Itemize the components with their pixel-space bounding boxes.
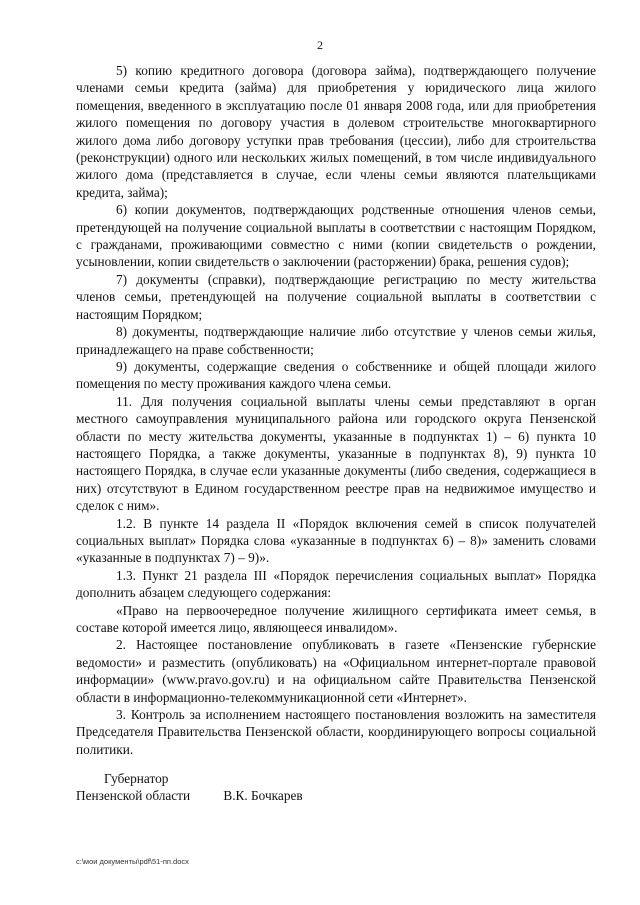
signature-title: Губернатор xyxy=(104,771,169,786)
paragraph-clause-1-3: 1.3. Пункт 21 раздела III «Порядок перечисления социальных выплат» Порядка дополнить абзацем следующего содержания: xyxy=(76,567,596,601)
paragraph-item-6: 6) копии документов, подтверждающих родственные отношения членов семьи, претендующей на получение социальной выплаты в соответствии с настоящим Порядком, с гражданами, проживающими совместно с ними (копии свидетельств о рождении, усыновлении, копии свидетельств о заключении (расторжении) брака, решения судов); xyxy=(76,202,596,270)
page-number: 2 xyxy=(317,38,323,52)
paragraph-clause-2: 2. Настоящее постановление опубликовать в газете «Пензенские губернские ведомости» и разместить (опубликовать) на «Официальном интернет-портале правовой информации» (www.pravo.gov.ru) и на официальном сайте Правительства Пензенской области в информационно-телекоммуникационной сети «Интернет». xyxy=(76,637,596,705)
signature-org: Пензенской области xyxy=(76,788,191,804)
paragraph-clause-3: 3. Контроль за исполнением настоящего постановления возложить на заместителя Председателя Правительства Пензенской области, координирующего вопросы социальной политики. xyxy=(76,707,596,757)
file-path-footer: c:\мои документы\pdf\51-пп.docx xyxy=(76,857,189,866)
document-body xyxy=(76,62,596,758)
signature-name: В.К. Бочкарев xyxy=(223,788,303,804)
paragraph-point-11: 11. Для получения социальной выплаты члены семьи представляют в орган местного самоуправления муниципального района или городского округа Пензенской области по месту жительства документы, указанные в подпунктах 1) – 6) пункта 10 настоящего Порядка, а также документы, указанные в подпунктах 8), 9) пункта 10 настоящего Порядка, в случае если указанные документы (либо сведения, содержащиеся в них) отсутствуют в Едином государственном реестре прав на недвижимое имущество и сделок с ним». xyxy=(76,393,596,514)
signature-block xyxy=(76,770,476,805)
paragraph-item-7: 7) документы (справки), подтверждающие регистрацию по месту жительства членов семьи, претендующей на получение социальной выплаты в соответствии с настоящим Порядком; xyxy=(76,271,596,322)
paragraph-quote: «Право на первоочередное получение жилищного сертификата имеет семья, в составе которой имеется лицо, являющееся инвалидом». xyxy=(76,602,596,635)
paragraph-clause-1-2: 1.2. В пункте 14 раздела II «Порядок включения семей в список получателей социальных выплат» Порядка слова «указанные в подпунктах 6) – 8)» заменить словами «указанные в подпунктах 7) – 9)». xyxy=(76,515,596,566)
paragraph-item-5: 5) копию кредитного договора (договора займа), подтверждающего получение членами семьи кредита (займа) для приобретения у юридического лица жилого помещения, введенного в эксплуатацию после 01 января 2008 года, или для приобретения жилого помещения по договору участия в долевом строительстве многоквартирного жилого дома либо договору уступки прав требования (цессии), либо для строительства (реконструкции) одного или нескольких жилых помещений, в том числе индивидуального жилого дома (представляется в случае, если члены семьи являются плательщиками кредита, займа); xyxy=(76,63,596,200)
signature-line xyxy=(76,787,476,804)
paragraph-item-9: 9) документы, содержащие сведения о собственнике и общей площади жилого помещения по месту проживания каждого члена семьи. xyxy=(76,358,596,392)
paragraph-item-8: 8) документы, подтверждающие наличие либо отсутствие у членов семьи жилья, принадлежащего на праве собственности; xyxy=(76,324,596,357)
